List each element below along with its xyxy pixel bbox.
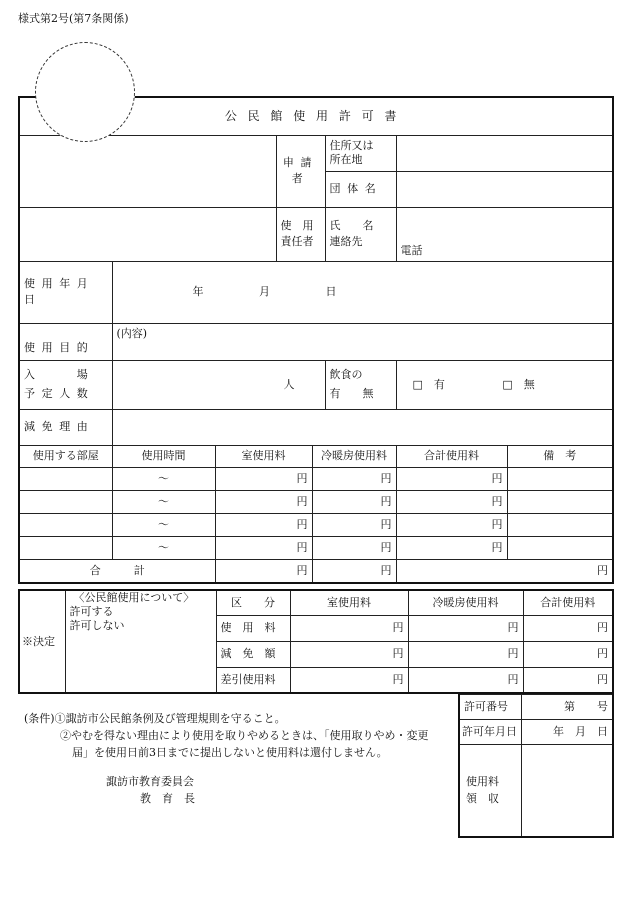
- time-cell[interactable]: 〜: [112, 513, 215, 536]
- total-fee-cell[interactable]: 円: [523, 667, 613, 693]
- blank-left-area: [19, 135, 276, 207]
- address-field[interactable]: [396, 135, 613, 171]
- deny-option[interactable]: 許可しない: [69, 618, 125, 632]
- org-name-label: 団体名: [325, 171, 396, 207]
- exemption-field[interactable]: [112, 409, 613, 445]
- total-fee-cell[interactable]: 円: [523, 641, 613, 667]
- condition-line-1: (条件)①諏訪市公民館条例及び管理規則を守ること。: [24, 712, 286, 725]
- total-aircon-fee[interactable]: 円: [312, 559, 396, 583]
- header-total-fee: 合計使用料: [396, 445, 507, 467]
- food-field[interactable]: [396, 360, 613, 409]
- applicant-label: 申請者: [276, 135, 325, 207]
- person-unit: 人: [283, 377, 295, 391]
- header-room-fee: 室使用料: [215, 445, 312, 467]
- permit-date-field[interactable]: 年 月 日: [521, 720, 613, 745]
- decision-label: ※決定: [19, 590, 65, 693]
- phone-label: 電話: [400, 243, 423, 257]
- aircon-fee-cell[interactable]: 円: [312, 513, 396, 536]
- time-cell[interactable]: 〜: [112, 490, 215, 513]
- fee-received-label: 使用料 領 収: [459, 745, 521, 837]
- category-header: 区 分: [216, 590, 290, 615]
- time-cell[interactable]: 〜: [112, 467, 215, 490]
- form-number: 様式第2号(第7条関係): [18, 12, 129, 25]
- room-fee-cell[interactable]: 円: [290, 615, 408, 641]
- attendees-field[interactable]: [112, 360, 325, 409]
- total-row: [19, 559, 613, 583]
- table-row: [19, 490, 613, 513]
- conditions-block: [24, 710, 429, 807]
- exemption-row-label: 減 免 額: [216, 641, 290, 667]
- remarks-cell[interactable]: [507, 513, 613, 536]
- food-no-checkbox[interactable]: □ 無: [502, 377, 535, 391]
- decision-subject: 〈公民館使用について〉: [73, 591, 195, 604]
- seal-circle: [35, 42, 135, 142]
- use-date-field[interactable]: [112, 261, 613, 323]
- issuer-name: 諏訪市教育委員会: [106, 775, 194, 789]
- header-aircon-fee: 冷暖房使用料: [312, 445, 396, 467]
- room-fee-cell[interactable]: 円: [290, 667, 408, 693]
- header-remarks: 備 考: [507, 445, 613, 467]
- room-fee-cell[interactable]: 円: [290, 641, 408, 667]
- permit-option[interactable]: 許可する: [69, 604, 114, 618]
- header-time: 使用時間: [112, 445, 215, 467]
- remarks-cell[interactable]: [507, 490, 613, 513]
- room-fee-cell[interactable]: 円: [215, 536, 312, 559]
- total-fee-cell[interactable]: 円: [396, 467, 507, 490]
- permit-box: [458, 694, 614, 838]
- room-fee-cell[interactable]: 円: [215, 467, 312, 490]
- remarks-cell[interactable]: [507, 536, 613, 559]
- room-cell[interactable]: [19, 490, 112, 513]
- total-fee-cell[interactable]: 円: [396, 513, 507, 536]
- room-cell[interactable]: [19, 467, 112, 490]
- room-cell[interactable]: [19, 513, 112, 536]
- exemption-label: 減免理由: [19, 409, 112, 445]
- total-total-fee[interactable]: 円: [396, 559, 613, 583]
- remarks-cell[interactable]: [507, 467, 613, 490]
- address-label: 住所又は 所在地: [325, 135, 396, 171]
- total-fee-cell[interactable]: 円: [523, 615, 613, 641]
- total-label: 合 計: [19, 559, 215, 583]
- permit-date-label: 許可年月日: [459, 720, 521, 745]
- aircon-fee-cell[interactable]: 円: [408, 615, 523, 641]
- decision-choice[interactable]: [65, 590, 216, 693]
- room-fee-cell[interactable]: 円: [215, 490, 312, 513]
- table-row: [19, 513, 613, 536]
- attendees-label: 入 場 予定人数: [19, 360, 112, 409]
- fee-row-label: 使 用 料: [216, 615, 290, 641]
- net-fee-row-label: 差引使用料: [216, 667, 290, 693]
- year-label: 年: [192, 285, 204, 299]
- aircon-fee-cell[interactable]: 円: [312, 490, 396, 513]
- food-label: 飲食の 有 無: [325, 360, 396, 409]
- aircon-fee-header: 冷暖房使用料: [408, 590, 523, 615]
- room-fee-cell[interactable]: 円: [215, 513, 312, 536]
- aircon-fee-cell[interactable]: 円: [408, 667, 523, 693]
- food-yes-checkbox[interactable]: □ 有: [412, 377, 445, 391]
- use-date-label: 使用年月日: [19, 261, 112, 323]
- room-fee-header: 室使用料: [290, 590, 408, 615]
- permit-number-label: 許可番号: [459, 695, 521, 720]
- total-fee-header: 合計使用料: [523, 590, 613, 615]
- table-row: [19, 536, 613, 559]
- header-room: 使用する部屋: [19, 445, 112, 467]
- decision-table: [18, 589, 614, 694]
- fee-received-field[interactable]: [521, 745, 613, 837]
- aircon-fee-cell[interactable]: 円: [312, 467, 396, 490]
- aircon-fee-cell[interactable]: 円: [312, 536, 396, 559]
- total-room-fee[interactable]: 円: [215, 559, 312, 583]
- total-fee-cell[interactable]: 円: [396, 536, 507, 559]
- issuer-title: 教 育 長: [140, 792, 195, 806]
- blank-left-area-2: [19, 207, 276, 261]
- name-contact-field[interactable]: [396, 207, 613, 261]
- page-title: 公民館使用許可書: [19, 97, 613, 135]
- aircon-fee-cell[interactable]: 円: [408, 641, 523, 667]
- table-row: [19, 467, 613, 490]
- month-label: 月: [259, 285, 270, 299]
- time-cell[interactable]: 〜: [112, 536, 215, 559]
- purpose-field[interactable]: (内容): [112, 323, 613, 360]
- permit-main-table: [18, 96, 614, 584]
- condition-line-3: 届」を使用日前3日までに提出しないと使用料は還付しません。: [72, 746, 388, 760]
- responsible-label: 使 用 責任者: [276, 207, 325, 261]
- purpose-label: 使用目的: [19, 323, 112, 360]
- day-label: 日: [325, 285, 337, 299]
- org-name-field[interactable]: [396, 171, 613, 207]
- total-fee-cell[interactable]: 円: [396, 490, 507, 513]
- room-cell[interactable]: [19, 536, 112, 559]
- condition-line-2: ②やむを得ない理由により使用を取りやめるときは、「使用取りやめ・変更: [60, 729, 429, 743]
- name-contact-label: 氏 名 連絡先: [325, 207, 396, 261]
- permit-number-field[interactable]: 第 号: [521, 695, 613, 720]
